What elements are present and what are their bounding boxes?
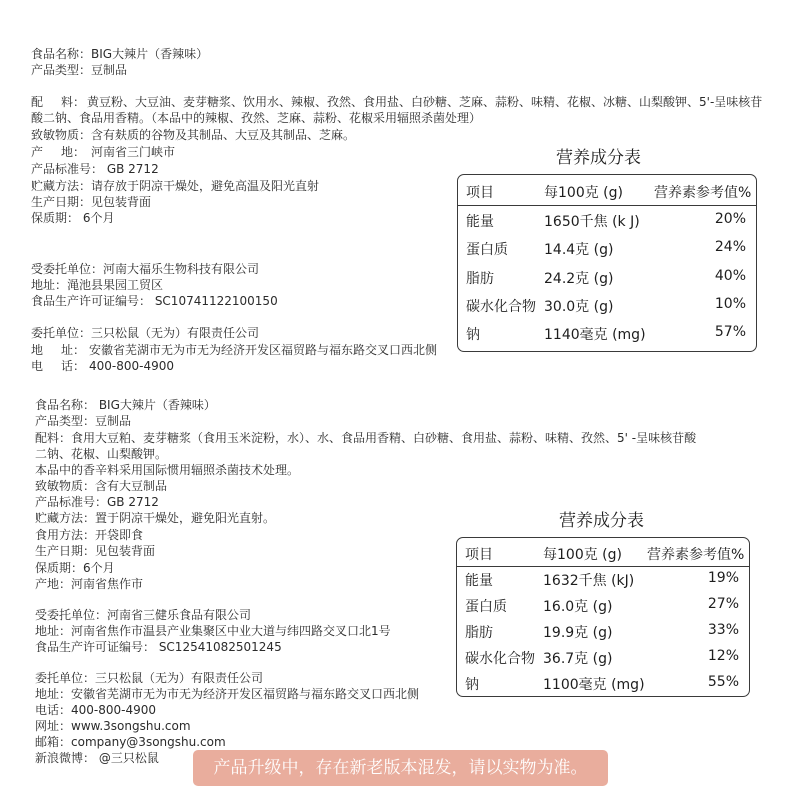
production-date: 生产日期：见包装背面	[31, 195, 152, 209]
nutrient-amount: 30.0克 (g)	[544, 299, 614, 315]
nutrient-name: 脂肪	[466, 271, 494, 287]
nutrient-nrv: 55%	[707, 674, 739, 690]
irradiation-note: 本品中的香辛料采用国际惯用辐照杀菌技术处理。	[35, 463, 300, 477]
product-standard: 产品标准号： GB 2712	[31, 162, 159, 176]
storage-method: 贮藏方法：置于阴凉干燥处，避免阳光直射。	[35, 511, 276, 525]
phone-value: 400-800-4900	[89, 359, 175, 373]
ingredients-line-1	[31, 95, 762, 109]
origin-line	[31, 145, 175, 159]
production-date: 生产日期：见包装背面	[35, 544, 156, 558]
origin-key-b: 地：	[61, 145, 86, 159]
nutrition-row	[457, 596, 749, 622]
ingredients-line-2: 二钠、花椒、山梨酸钾。	[35, 447, 168, 461]
nutrient-name: 蛋白质	[465, 599, 507, 615]
nutrition-row	[457, 648, 749, 674]
client-company: 委托单位：三只松鼠（无为）有限责任公司	[31, 326, 260, 340]
nutrient-amount: 36.7克 (g)	[543, 651, 613, 667]
phone-line	[31, 359, 174, 373]
nutrient-amount: 19.9克 (g)	[543, 625, 613, 641]
header-item: 项目	[466, 185, 494, 201]
nutrition-table-2	[456, 537, 750, 697]
nutrition-row	[458, 296, 756, 322]
entrusted-company: 受委托单位：河南省三健乐食品有限公司	[35, 608, 252, 622]
production-license: 食品生产许可证编号： SC12541082501245	[35, 640, 282, 654]
ingredients-line-1: 配料：食用大豆粕、麦芽糖浆（食用玉米淀粉，水）、水、食品用香精、白砂糖、食用盐、蒜粉、味精、孜然、5' -呈味核苷酸	[35, 431, 697, 445]
header-item: 项目	[465, 547, 493, 563]
nutrient-nrv: 57%	[714, 324, 746, 340]
ingredients-key-a: 配	[31, 95, 44, 109]
weibo: 新浪微博： @三只松鼠	[35, 751, 159, 765]
nutrient-nrv: 20%	[714, 211, 746, 227]
product-type: 产品类型：豆制品	[31, 63, 128, 77]
header-per100g: 每100克 (g)	[544, 185, 623, 201]
phone-key-b: 话：	[61, 359, 86, 373]
nutrition-row	[457, 622, 749, 648]
client-address: 地址：安徽省芜湖市无为市无为经济开发区福贸路与福东路交叉口西北侧	[35, 687, 420, 701]
nutrition-title-1: 营养成分表	[556, 148, 641, 168]
production-license: 食品生产许可证编号： SC10741122100150	[31, 294, 278, 308]
entrusted-company: 受委托单位：河南大福乐生物科技有限公司	[31, 262, 260, 276]
nutrient-amount: 1632千焦 (kJ)	[543, 573, 635, 589]
nutrient-amount: 24.2克 (g)	[544, 271, 614, 287]
nutrient-amount: 16.0克 (g)	[543, 599, 613, 615]
client-address-key-a: 地	[31, 343, 44, 357]
nutrient-amount: 1140毫克 (mg)	[544, 327, 646, 343]
product-standard: 产品标准号：GB 2712	[35, 495, 159, 509]
shelf-life: 保质期：6个月	[35, 561, 115, 575]
client-company: 委托单位：三只松鼠（无为）有限责任公司	[35, 671, 264, 685]
shelf-life: 保质期： 6个月	[31, 211, 115, 225]
nutrient-amount: 1650千焦 (k J)	[544, 214, 640, 230]
nutrient-nrv: 19%	[707, 570, 739, 586]
phone-key-a: 电	[31, 359, 44, 373]
nutrition-row	[458, 268, 756, 294]
nutrient-amount: 14.4克 (g)	[544, 242, 614, 258]
origin: 产地：河南省焦作市	[35, 577, 144, 591]
ingredients-key-b: 料：	[61, 95, 86, 109]
nutrition-title-2: 营养成分表	[559, 511, 644, 531]
email: 邮箱：company@3songshu.com	[35, 735, 226, 749]
nutrition-row	[458, 324, 756, 350]
nutrient-nrv: 27%	[707, 596, 739, 612]
nutrition-row	[457, 570, 749, 596]
nutrition-row	[457, 674, 749, 696]
origin-value: 河南省三门峡市	[91, 145, 176, 159]
website: 网址：www.3songshu.com	[35, 719, 191, 733]
phone: 电话：400-800-4900	[35, 703, 157, 717]
nutrient-name: 蛋白质	[466, 242, 508, 258]
nutrient-name: 钠	[466, 327, 480, 343]
ingredients-text-1: 黄豆粉、大豆油、麦芽糖浆、饮用水、辣椒、孜然、食用盐、白砂糖、芝麻、蒜粉、味精、花椒、冰糖、山梨酸钾、5'-呈味核苷	[87, 95, 763, 109]
client-address-key-b: 址：	[61, 343, 86, 357]
nutrient-nrv: 12%	[707, 648, 739, 664]
ingredients-line-2: 酸二钠、食品用香精。（本品中的辣椒、孜然、芝麻、蒜粉、花椒采用辐照杀菌处理）	[31, 111, 482, 125]
nutrition-row	[458, 211, 756, 237]
product-type: 产品类型：豆制品	[35, 414, 132, 428]
origin-key-a: 产	[31, 145, 44, 159]
nutrient-name: 钠	[465, 677, 479, 693]
nutrient-name: 碳水化合物	[466, 299, 536, 315]
nutrient-nrv: 33%	[707, 622, 739, 638]
nutrient-amount: 1100毫克 (mg)	[543, 677, 645, 693]
nutrient-name: 碳水化合物	[465, 651, 535, 667]
version-notice-banner: 产品升级中，存在新老版本混发，请以实物为准。	[193, 750, 608, 786]
header-per100g: 每100克 (g)	[543, 547, 622, 563]
nutrition-table-1	[457, 174, 757, 352]
client-address-line	[31, 343, 437, 357]
nutrient-nrv: 40%	[714, 268, 746, 284]
client-address-value: 安徽省芜湖市无为市无为经济开发区福贸路与福东路交叉口西北侧	[89, 343, 438, 357]
storage-method: 贮藏方法：请存放于阴凉干燥处，避免高温及阳光直射	[31, 179, 320, 193]
allergen-info: 致敏物质：含有麸质的谷物及其制品、大豆及其制品、芝麻。	[31, 128, 356, 142]
usage-method: 食用方法：开袋即食	[35, 528, 144, 542]
product-name: 食品名称： BIG大辣片（香辣味）	[35, 398, 216, 412]
nutrient-nrv: 10%	[714, 296, 746, 312]
product-name: 食品名称：BIG大辣片（香辣味）	[31, 47, 209, 61]
header-nrv: 营养素参考值%	[647, 547, 745, 563]
nutrient-name: 能量	[466, 214, 494, 230]
nutrient-name: 脂肪	[465, 625, 493, 641]
entrusted-address: 地址：渑池县果园工贸区	[31, 278, 164, 292]
nutrition-header-row	[457, 538, 749, 567]
nutrient-name: 能量	[465, 573, 493, 589]
allergen-info: 致敏物质：含有大豆制品	[35, 479, 168, 493]
entrusted-address: 地址：河南省焦作市温县产业集聚区中业大道与纬四路交叉口北1号	[35, 624, 391, 638]
header-nrv: 营养素参考值%	[654, 185, 752, 201]
nutrient-nrv: 24%	[714, 239, 746, 255]
nutrition-header-row	[458, 175, 756, 206]
nutrition-row	[458, 239, 756, 265]
